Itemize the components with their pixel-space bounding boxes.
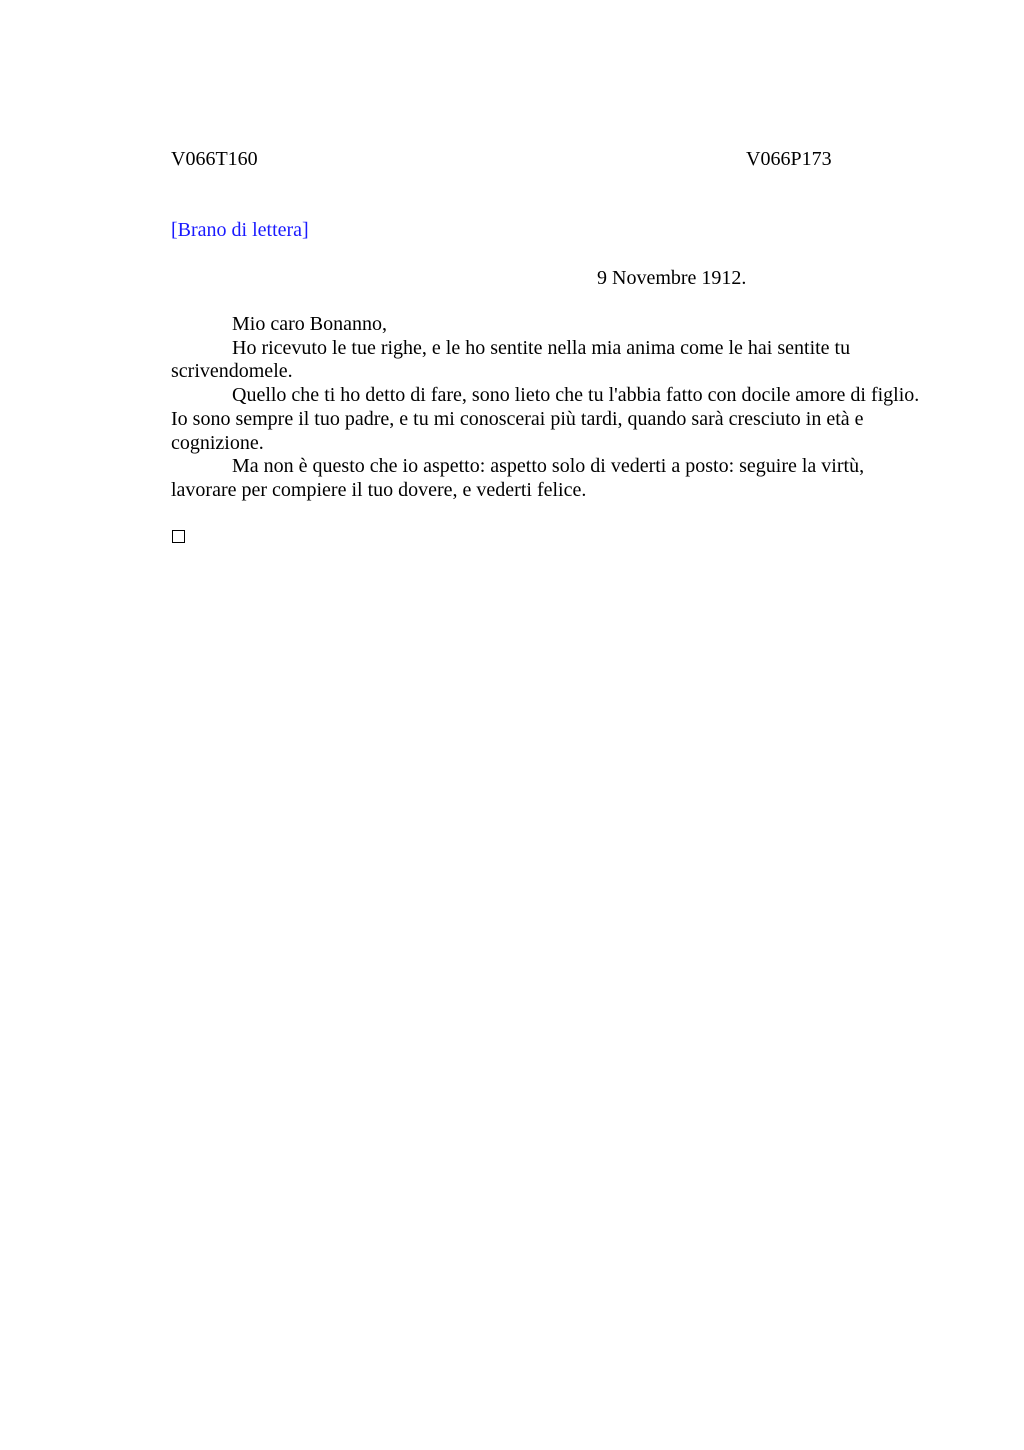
document-code-left: V066T160 bbox=[171, 148, 258, 170]
title-link[interactable]: [Brano di lettera] bbox=[171, 219, 309, 241]
square-outline-icon bbox=[172, 530, 185, 543]
letter-paragraph: Ma non è questo che io aspetto: aspetto solo di vederti a posto: seguire la virtù, lavorare per compiere il tuo dovere, e vederti felice. bbox=[171, 455, 865, 501]
letter-body bbox=[171, 313, 931, 503]
letter-date: 9 Novembre 1912. bbox=[597, 267, 747, 289]
letter-salutation: Mio caro Bonanno, bbox=[232, 313, 387, 335]
letter-paragraph: Quello che ti ho detto di fare, sono lieto che tu l'abbia fatto con docile amore di figlio. Io sono sempre il tuo padre, e tu mi conoscerai più tardi, quando sarà cresciuto in età e cognizione. bbox=[171, 384, 920, 454]
document-code-right: V066P173 bbox=[746, 148, 832, 170]
letter-paragraph: Ho ricevuto le tue righe, e le ho sentite nella mia anima come le hai sentite tu scrivendomele. bbox=[171, 336, 851, 383]
